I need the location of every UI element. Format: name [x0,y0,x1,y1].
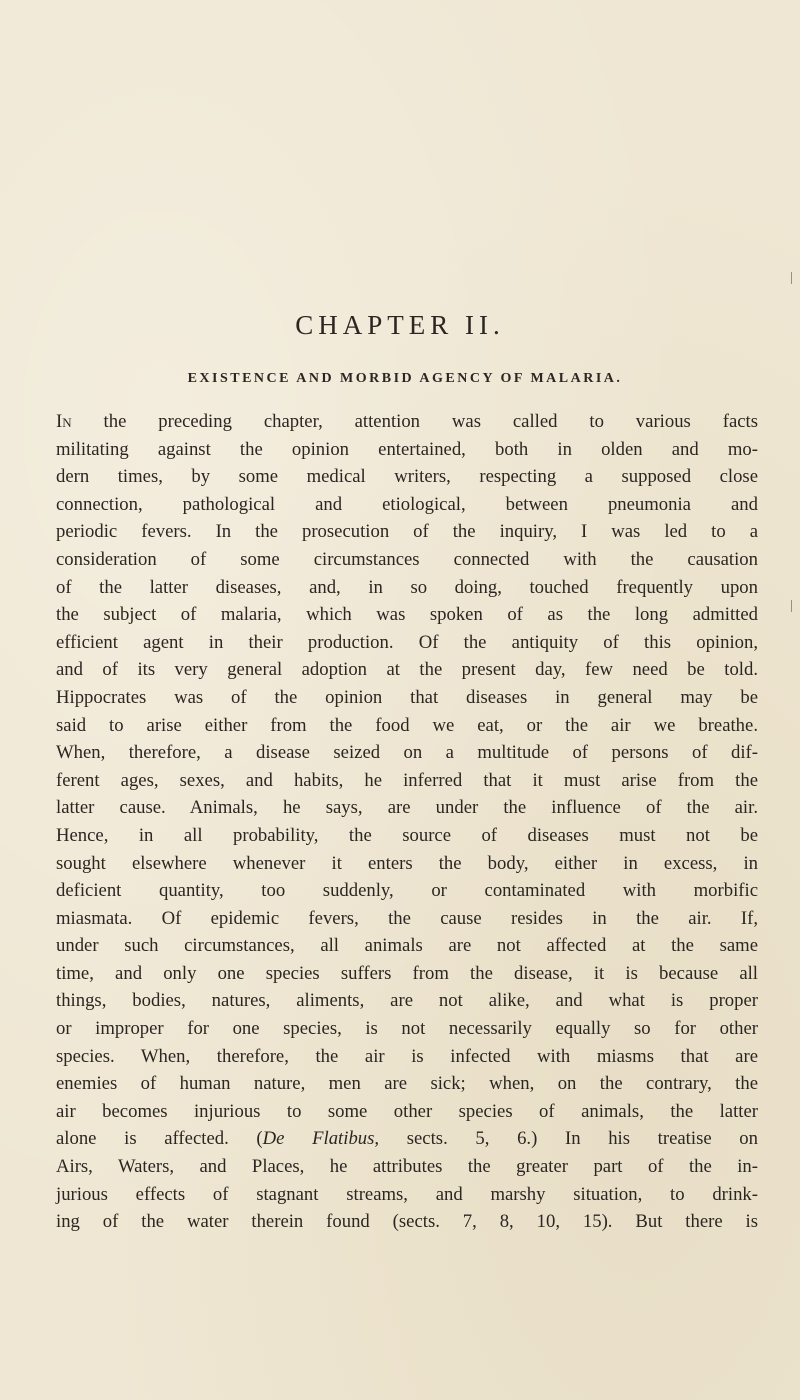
text-line: dern times, by some medical writers, respecting a supposed close [56,466,758,488]
text-line: things, bodies, natures, aliments, are not alike, and what is proper [56,990,758,1012]
body-text [56,408,758,1236]
text-line: Hence, in all probability, the source of diseases must not be [56,824,758,846]
text-line: of the latter diseases, and, in so doing, touched frequently upon [56,576,758,598]
text-line: alone is affected. (De Flatibus, sects. 5, 6.) In his treatise on [56,1128,758,1150]
text-line: ing of the water therein found (sects. 7, 8, 10, 15). But there is [56,1211,758,1233]
text-line: When, therefore, a disease seized on a multitude of persons of dif- [56,742,758,764]
page-edge-mark [791,600,792,612]
text-line: latter cause. Animals, he says, are under the influence of the air. [56,797,758,819]
text-line: said to arise either from the food we eat, or the air we breathe. [56,714,758,736]
text-line: the subject of malaria, which was spoken of as the long admitted [56,604,758,626]
text-line: and of its very general adoption at the present day, few need be told. [56,659,758,681]
text-line: deficient quantity, too suddenly, or contaminated with morbific [56,880,758,902]
text-line: militating against the opinion entertained, both in olden and mo- [56,438,758,460]
page-edge-mark [791,272,792,284]
chapter-subtitle: EXISTENCE AND MORBID AGENCY OF MALARIA. [187,371,623,386]
text-line: efficient agent in their production. Of the antiquity of this opinion, [56,631,758,653]
text-line: ferent ages, sexes, and habits, he inferred that it must arise from the [56,769,758,791]
text-line: under such circumstances, all animals are not affected at the same [56,935,758,957]
text-line: In the preceding chapter, attention was called to various facts [56,411,758,432]
text-line: Airs, Waters, and Places, he attributes the greater part of the in- [56,1156,758,1178]
text-line: sought elsewhere whenever it enters the body, either in excess, in [56,852,758,874]
text-line: consideration of some circumstances connected with the causation [56,548,758,570]
text-line: air becomes injurious to some other species of animals, the latter [56,1100,758,1122]
text-line: time, and only one species suffers from the disease, it is because all [56,962,758,984]
text-line: jurious effects of stagnant streams, and marshy situation, to drink- [56,1183,758,1205]
text-line: periodic fevers. In the prosecution of the inquiry, I was led to a [56,521,758,543]
text-line: or improper for one species, is not necessarily equally so for other [56,1018,758,1040]
text-line: enemies of human nature, men are sick; when, on the contrary, the [56,1073,758,1095]
text-line: Hippocrates was of the opinion that diseases in general may be [56,686,758,708]
citation-title: De Flatibus [262,1128,375,1150]
text-line: species. When, therefore, the air is infected with miasms that are [56,1045,758,1067]
drop-word: In [56,411,72,432]
chapter-title: CHAPTER II. [295,310,505,340]
text-line: miasmata. Of epidemic fevers, the cause resides in the air. If, [56,907,758,929]
text-line: connection, pathological and etiological, between pneumonia and [56,493,758,515]
